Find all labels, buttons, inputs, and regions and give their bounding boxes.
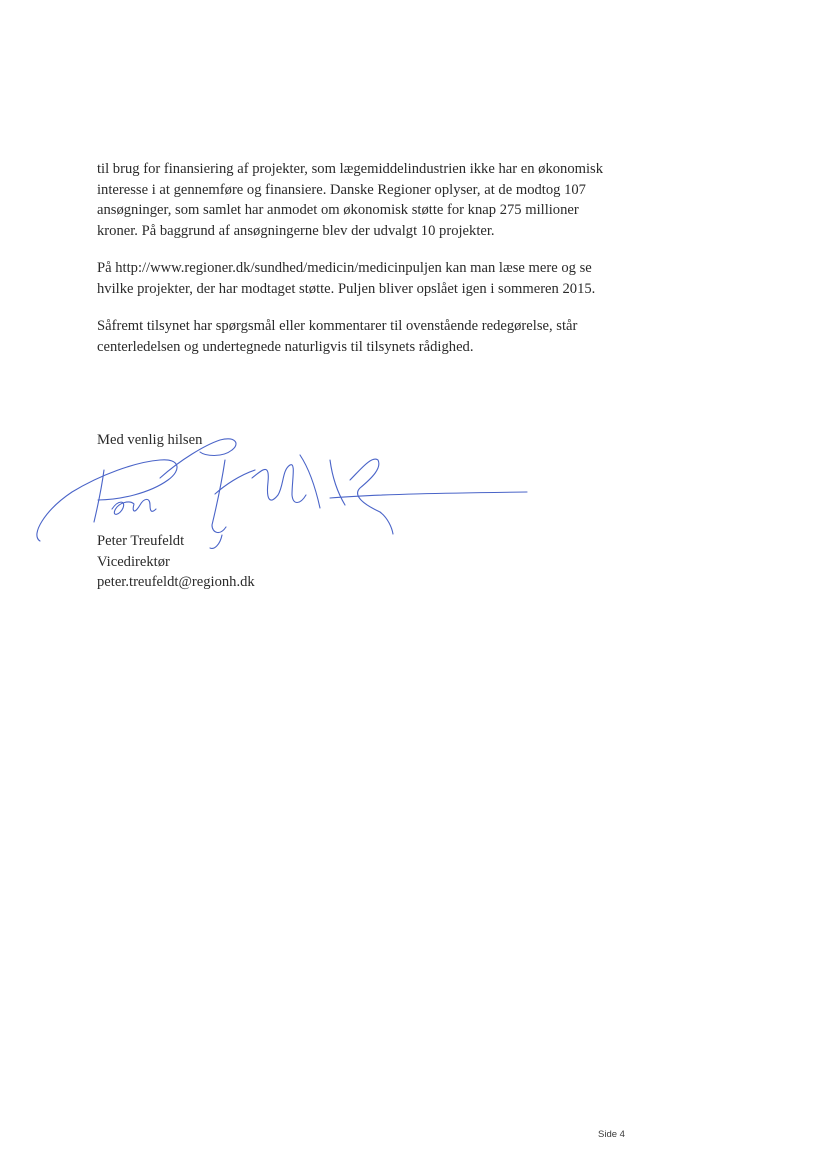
text-line: På http://www.regioner.dk/sundhed/medicin/medicinpuljen kan man læse mere og se (97, 260, 592, 276)
letter-body (97, 159, 657, 374)
closing-salutation: Med venlig hilsen (97, 432, 203, 448)
text-line: kroner. På baggrund af ansøgningerne blev der udvalgt 10 projekter. (97, 222, 495, 239)
signer-title: Vicedirektør (97, 553, 170, 570)
text-line: til brug for finansiering af projekter, som lægemiddelindustrien ikke har en økonomisk (97, 161, 604, 177)
text-line: interesse i at gennemføre og finansiere. Danske Regioner oplyser, at de modtog 107 (97, 181, 586, 198)
signer-email[interactable]: peter.treufeldt@regionh.dk (97, 574, 255, 590)
text-line: Såfremt tilsynet har spørgsmål eller kommentarer til ovenstående redegørelse, står (97, 318, 578, 334)
signer-block (97, 531, 255, 593)
text-line: centerledelsen og undertegnede naturligvis til tilsynets rådighed. (97, 338, 474, 355)
text-line: ansøgninger, som samlet har anmodet om økonomisk støtte for knap 275 millioner (97, 202, 579, 218)
page-number: Side 4 (598, 1129, 625, 1140)
paragraph-more-info (97, 258, 657, 299)
paragraph-financing (97, 159, 657, 241)
signer-name: Peter Treufeldt (97, 533, 185, 549)
paragraph-questions (97, 316, 657, 357)
text-line: hvilke projekter, der har modtaget støtte. Puljen bliver opslået igen i sommeren 2015. (97, 280, 596, 297)
